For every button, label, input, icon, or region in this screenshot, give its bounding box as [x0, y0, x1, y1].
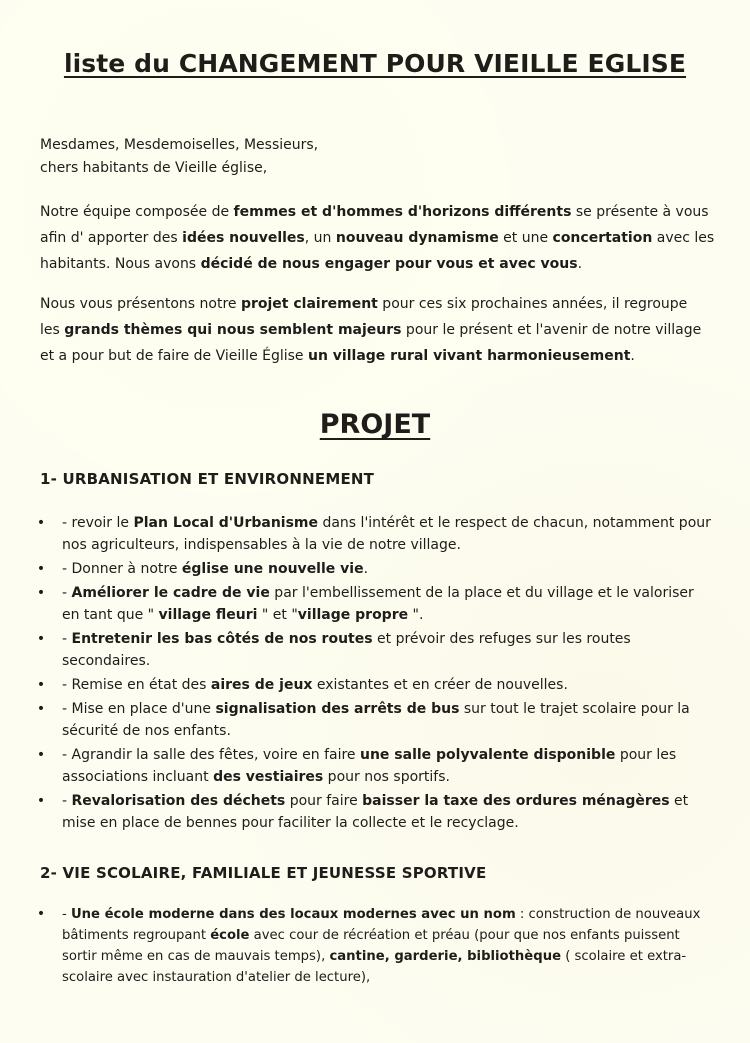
item-bold-part: village propre	[297, 607, 409, 623]
section-1-item	[36, 698, 712, 742]
presentation-bold-2: grands thèmes qui nous semblent majeurs	[64, 322, 402, 338]
item-text-part: " et "	[257, 607, 298, 623]
presentation-text-1: Nous vous présentons notre	[40, 296, 241, 312]
item-bold-part: signalisation des arrêts de bus	[215, 701, 460, 717]
bullet-dot-icon: •	[36, 906, 46, 922]
section-1-item	[36, 744, 712, 788]
presentation-text-2: pour ces six prochaines années, il regroupe les	[40, 296, 688, 338]
item-text-part: ".	[408, 607, 424, 623]
section-2-heading: 2- VIE SCOLAIRE, FAMILIALE ET JEUNESSE SPORTIVE	[40, 864, 487, 882]
item-text-part: pour nos sportifs.	[323, 769, 450, 785]
greeting-line-1: Mesdames, Mesdemoiselles, Messieurs,	[40, 137, 319, 153]
projet-heading: PROJET	[319, 409, 431, 440]
intro-bold-1: femmes et d'hommes d'horizons différents	[233, 204, 572, 220]
document-title: liste du CHANGEMENT POUR VIEILLE EGLISE	[63, 49, 687, 78]
section-1-item-text	[62, 558, 712, 580]
section-1-heading: 1- URBANISATION ET ENVIRONNEMENT	[40, 470, 375, 488]
bullet-dot-icon: •	[36, 561, 46, 577]
greeting	[40, 134, 716, 180]
bullet-dot-icon: •	[36, 677, 46, 693]
item-bold-part: une salle polyvalente disponible	[359, 747, 616, 763]
intro-text-2: se présente à vous afin d' apporter des	[40, 204, 709, 246]
bullet-dot-icon: •	[36, 747, 46, 763]
section-2-item	[36, 904, 706, 988]
item-bold-part: Plan Local d'Urbanisme	[133, 515, 319, 531]
item-text-part: -	[62, 585, 72, 601]
greeting-line-2: chers habitants de Vieille église,	[40, 160, 268, 176]
item-text-part: pour les associations incluant	[62, 747, 677, 785]
item-bold-part: église une nouvelle vie	[181, 561, 364, 577]
item-text-part: - Mise en place d'une	[62, 701, 216, 717]
item-bold-part: village fleuri	[158, 607, 258, 623]
intro-text-6: .	[577, 256, 583, 272]
item-text-part: existantes et en créer de nouvelles.	[312, 677, 568, 693]
item-text-part: et mise en place de bennes pour faciliter la collecte et le recyclage.	[62, 793, 689, 831]
item-text-part: - Agrandir la salle des fêtes, voire en faire	[62, 747, 360, 763]
presentation-text-4: .	[630, 348, 635, 364]
item-bold-part: Entretenir les bas côtés de nos routes	[71, 631, 373, 647]
intro-bold-3: nouveau dynamisme	[335, 230, 499, 246]
presentation-paragraph	[40, 291, 710, 369]
section-1-item	[36, 558, 712, 580]
section-1-item	[36, 512, 712, 556]
section-1-item	[36, 628, 712, 672]
section-2-item-text	[62, 904, 706, 988]
item-text-part: ( scolaire et extra-scolaire avec instauration d'atelier de lecture),	[62, 949, 687, 985]
item-text-part: pour faire	[285, 793, 363, 809]
item-text-part: -	[62, 793, 72, 809]
section-1-item-text	[62, 698, 712, 742]
bullet-dot-icon: •	[36, 585, 46, 601]
item-bold-part: des vestiaires	[213, 769, 324, 785]
bullet-dot-icon: •	[36, 793, 46, 809]
item-text-part: et prévoir des refuges sur les routes secondaires.	[62, 631, 631, 669]
intro-text-1: Notre équipe composée de	[40, 204, 234, 220]
item-text-part: par l'embellissement de la place et du village et le valoriser en tant que "	[62, 585, 694, 623]
intro-paragraph	[40, 199, 716, 277]
item-text-part: dans l'intérêt et le respect de chacun, notamment pour nos agriculteurs, indispensables à la vie de notre village.	[62, 515, 711, 553]
bullet-dot-icon: •	[36, 631, 46, 647]
section-1-item-text	[62, 582, 712, 626]
presentation-bold-1: projet clairement	[240, 296, 378, 312]
section-2-list	[36, 904, 706, 990]
item-text-part: - revoir le	[62, 515, 134, 531]
item-bold-part: école	[210, 928, 250, 943]
section-1-item-text	[62, 674, 712, 696]
intro-bold-4: concertation	[552, 230, 653, 246]
section-1-item	[36, 582, 712, 626]
item-bold-part: cantine, garderie, bibliothèque	[329, 949, 562, 964]
bullet-dot-icon: •	[36, 515, 46, 531]
item-text-part: - Donner à notre	[62, 561, 182, 577]
item-text-part: sur tout le trajet scolaire pour la sécurité de nos enfants.	[62, 701, 690, 739]
item-text-part: -	[62, 631, 72, 647]
intro-text-3: , un	[304, 230, 336, 246]
item-text-part: avec cour de récréation et préau (pour que nos enfants puissent sortir même en cas de mauvais temps),	[62, 928, 680, 964]
intro-bold-5: décidé de nous engager pour vous et avec vous	[200, 256, 578, 272]
section-1-item	[36, 790, 712, 834]
item-text-part: - Remise en état des	[62, 677, 211, 693]
bullet-dot-icon: •	[36, 701, 46, 717]
section-1-list	[36, 512, 712, 836]
item-text-part: : construction de nouveaux bâtiments regroupant	[62, 907, 701, 943]
intro-text-4: et une	[498, 230, 553, 246]
presentation-bold-3: un village rural vivant harmonieusement	[308, 348, 631, 364]
section-1-item-text	[62, 744, 712, 788]
item-text-part: .	[363, 561, 369, 577]
item-bold-part: baisser la taxe des ordures ménagères	[362, 793, 670, 809]
item-bold-part: Une école moderne dans des locaux modernes avec un nom	[70, 907, 516, 922]
item-bold-part: Améliorer le cadre de vie	[71, 585, 270, 601]
intro-text-5: avec les habitants. Nous avons	[40, 230, 715, 272]
item-bold-part: Revalorisation des déchets	[71, 793, 286, 809]
section-1-item-text	[62, 512, 712, 556]
section-1-item	[36, 674, 712, 696]
presentation-text-3: pour le présent et l'avenir de notre village et a pour but de faire de Vieille Église	[40, 322, 702, 364]
intro-bold-2: idées nouvelles	[182, 230, 305, 246]
item-text-part: -	[62, 907, 71, 922]
section-1-item-text	[62, 628, 712, 672]
section-1-item-text	[62, 790, 712, 834]
item-bold-part: aires de jeux	[210, 677, 313, 693]
